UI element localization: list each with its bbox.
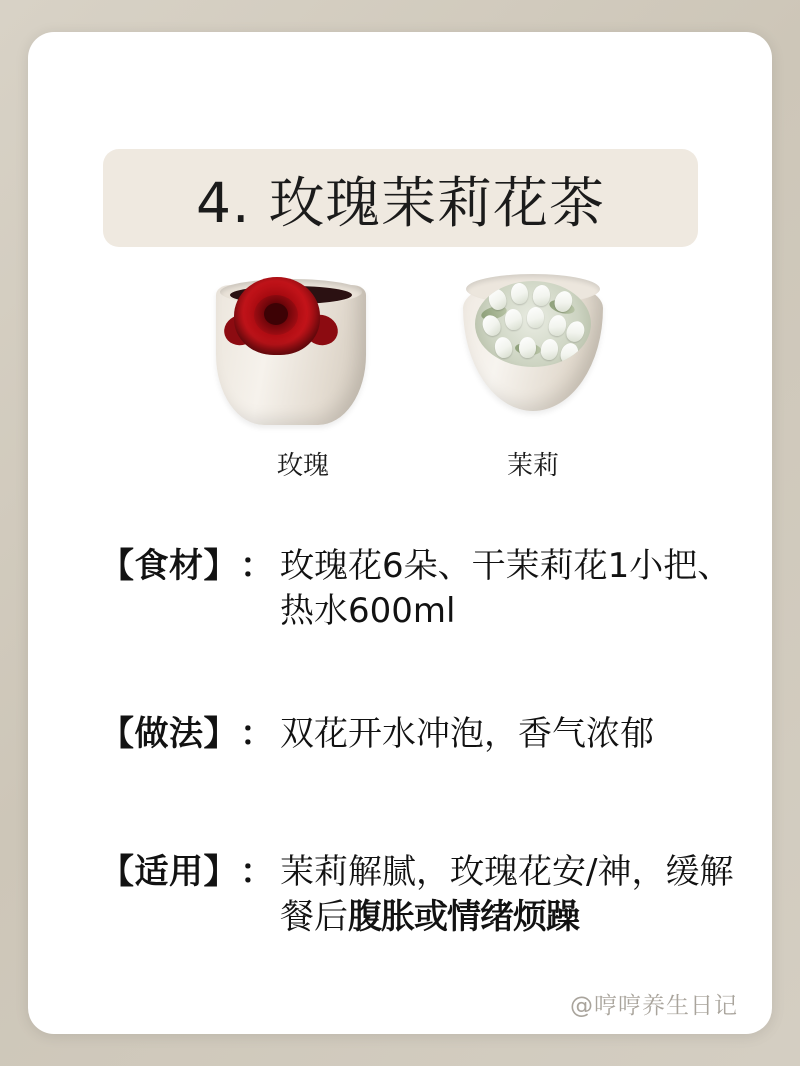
suitable-line-1: 茉莉解腻，玫瑰花安/神，缓解	[280, 852, 734, 892]
ingredients-line-1: 玫瑰花6朵、干茉莉花1小把、	[280, 546, 732, 586]
photo-caption-rose: 玫瑰	[276, 451, 329, 481]
photo-row	[28, 267, 772, 507]
recipe-card	[28, 32, 772, 1034]
rose-flower-icon	[234, 277, 320, 355]
jasmine-bud-icon	[519, 337, 536, 358]
jasmine-bud-icon	[504, 308, 523, 331]
section-label-ingredients: 【食材】	[100, 546, 238, 586]
photo-item-rose	[188, 267, 418, 507]
jasmine-in-bowl-photo	[418, 267, 648, 427]
section-colon: ：	[240, 852, 274, 892]
method-line-1: 双花开水冲泡，香气浓郁	[280, 714, 654, 754]
watermark: @哼哼养生日记	[570, 993, 738, 1019]
section-suitable	[100, 850, 740, 940]
jasmine-bud-icon	[493, 335, 514, 359]
rose-in-bowl-photo	[188, 267, 418, 427]
jasmine-bud-icon	[563, 318, 587, 344]
page-title: 4. 玫瑰茉莉花茶	[196, 170, 605, 235]
jasmine-bud-icon	[526, 306, 544, 328]
jasmine-buds-group-icon	[475, 281, 591, 367]
section-ingredients	[100, 544, 740, 634]
ingredients-line-2: 热水600ml	[280, 590, 456, 631]
jasmine-bud-icon	[539, 338, 559, 362]
suitable-line-2-emphasis: 腹胀或情绪烦躁	[348, 896, 579, 937]
section-colon: ：	[240, 546, 274, 586]
section-colon: ：	[240, 714, 274, 754]
section-label-method: 【做法】	[100, 714, 238, 754]
jasmine-bud-icon	[510, 282, 528, 304]
photo-item-jasmine	[418, 267, 648, 507]
photo-caption-jasmine: 茉莉	[506, 451, 559, 481]
section-method	[100, 712, 740, 757]
suitable-line-2-prefix: 餐后	[280, 896, 348, 937]
section-label-suitable: 【适用】	[100, 852, 238, 892]
